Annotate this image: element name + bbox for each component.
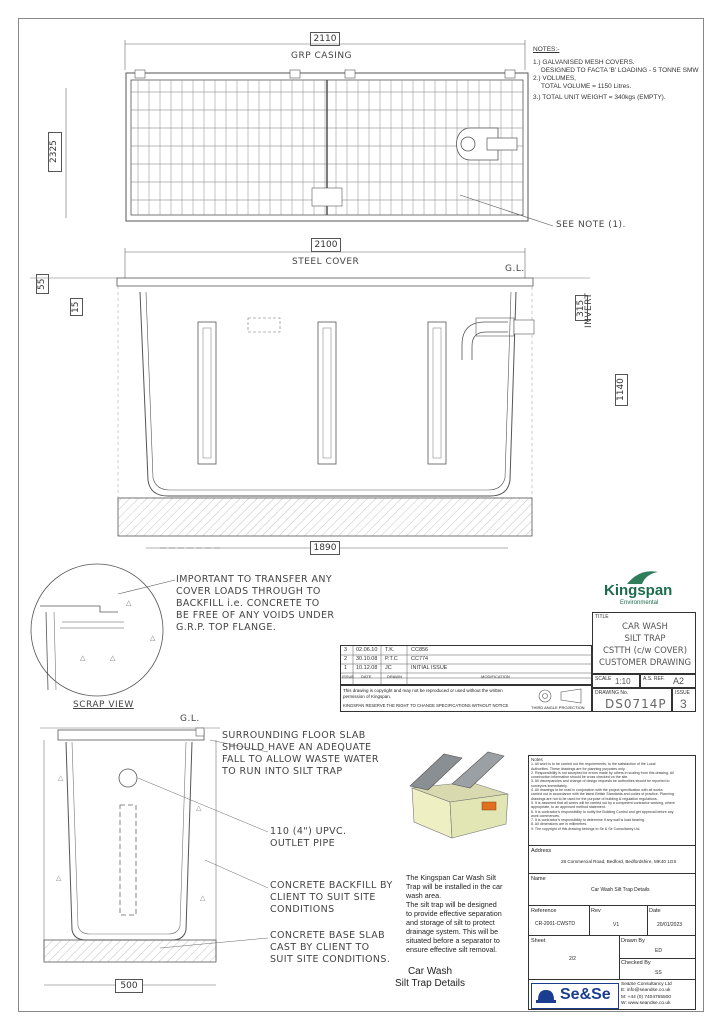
pipe-note-line-1: 110 (4") UPVC. [270,826,347,837]
rev-row-1-mod: CC856 [411,647,429,653]
reserve-text: KINGSPAN RESERVE THE RIGHT TO CHANGE SPECIFICATIONS WITHOUT NOTICE [343,703,509,708]
slab-note [222,730,379,778]
rev-row-1-drawn: T.K. [385,647,395,653]
plan-casing-label: GRP CASING [291,51,353,61]
drawn-cell [619,936,695,959]
company-email: E: info@seandse.co.uk [621,988,671,994]
svg-text:△: △ [110,655,116,662]
checked-value: SS [655,970,662,976]
drawn-label: Drawn By [621,938,645,944]
description-line-7: drainage system. This will be [406,927,499,936]
tb-note-9: drawings are not to be used for the purpose of building & regulation regulations. [531,796,658,801]
slab-note-line-3: FALL TO ALLOW WASTE WATER [222,754,379,765]
note-2: 2.) VOLUMES, [533,75,576,82]
tb-notes-label: Notes [531,757,543,762]
tb-note-8: carried out in accordance with the latest British Standards and codes of practice. Planning [531,792,674,797]
caption-line-1: Car Wash [407,966,453,977]
section-gl-label: G.L. [505,264,525,274]
consultant-title-block [528,755,696,1010]
company-web: W: www.seandse.co.uk [621,1000,671,1006]
caption-line-2: Silt Trap Details [394,978,466,989]
scrap-note-line-1: IMPORTANT TO TRANSFER ANY [176,574,333,585]
drawing-no: DS0714P [605,697,667,711]
rev-row-1-date: 02.06.10 [356,647,378,653]
rev-row-3-date: 10.12.08 [356,665,378,671]
tb-note-12: 6. It is contractor's responsibility to notify the Building Control and get approval before any [531,809,674,814]
plan-see-note: SEE NOTE (1). [556,220,626,230]
copyright-text: This drawing is copyright and may not be reproduced or used without the written permission of Kingspan. [343,688,503,699]
rev-row-2-mod: CC774 [411,656,429,662]
note-1: 1.) GALVANISED MESH COVERS. [533,59,635,66]
revision-table [340,645,592,685]
dim-55: 55 [36,274,49,294]
drawn-value: ED [655,948,662,954]
kingspan-scale-box [592,674,640,688]
pipe-note-line-2: OUTLET PIPE [270,838,336,849]
tb-note-13: work commences. [531,813,560,818]
tb-note-16: 9. The copyright of this drawing belongs to Se & Se Consultancy Ltd. [531,826,641,831]
projection-icon [531,688,591,704]
company-info [621,982,672,1007]
sheet-cell [529,936,620,980]
note-1b: DESIGNED TO FACTA 'B' LOADING - 5 TONNE SMW [541,67,699,74]
company-logo [531,983,619,1009]
description-line-4: The silt trap will be designed [406,900,497,909]
tb-address-row [529,845,695,874]
reference-label: Reference [531,908,557,914]
slab-note-line-2: SHOULD HAVE AN ADEQUATE [222,742,372,753]
issue-label: ISSUE [675,690,691,696]
tb-name-row [529,873,695,906]
date-label: Date [649,908,661,914]
rev-header-issue: ISSUE [342,674,355,679]
checked-label: Checked By [621,960,651,966]
pipe-note [270,826,346,850]
rev-row-2-issue: 2 [344,656,348,662]
description-line-5: to provide effective separation [406,909,502,918]
kingspan-issue-box [672,688,696,712]
base-note [270,930,390,966]
rev-value: V1 [613,922,620,928]
svg-text:△: △ [196,805,202,812]
name-value: Car Wash Silt Trap Details [591,887,650,893]
tb-note-1: 1. All work is to be carried out the requirements, to the satisfaction of the Local [531,762,656,767]
kingspan-title-line-1: CAR WASH [622,622,668,632]
backfill-note-line-3: CONDITIONS [270,904,335,915]
scale-label: SCALE [595,676,612,682]
tb-sheet-row [529,935,695,980]
drawing-no-label: DRAWING No. [595,690,629,696]
tb-ref-row [529,905,695,936]
sheet-label: Sheet [531,938,546,944]
plan-height-dim: 2325 [48,132,62,172]
copyright-box [340,685,592,712]
description-line-6: and storage of silt to protect [406,918,495,927]
svg-text:△: △ [200,895,206,902]
scrap-note-line-5: G.R.P. TOP FLANGE. [176,622,277,633]
kingspan-sub: Environmental [620,600,659,606]
rev-cell [589,906,648,936]
rev-row-3-issue: 1 [344,665,348,671]
notes-title: NOTES:- [533,46,560,53]
svg-text:△: △ [80,655,86,662]
kingspan-drawing-box [592,688,672,712]
elevation-gl: G.L. [180,714,200,724]
tb-company-row [529,979,695,1010]
elevation-width-dim: 500 [115,979,143,993]
slab-note-line-4: TO RUN INTO SILT TRAP [222,766,343,777]
base-note-line-3: SUIT SITE CONDITIONS. [270,954,391,965]
date-value: 20/01/2023 [657,922,683,928]
kingspan-title-line-3: CSTTH (c/w COVER) [602,646,688,656]
sheet-value: 2/2 [569,956,576,962]
tb-note-10: 5. It is assumed that all works will be carried out by a competent contractor working, where [531,800,675,805]
issue-value: 3 [680,697,687,711]
tb-note-2: Authorities. These drawings are for planning purposes only. [531,766,626,771]
rev-row-1-issue: 3 [344,647,348,653]
description [406,873,502,954]
tb-note-3: 2. Responsibility is not accepted for errors made by others in scaling from this drawing. All [531,770,674,775]
elevation-drawing [0,0,280,1000]
revision-grid [341,646,593,686]
checked-cell [619,958,695,980]
rev-row-3-mod: INITIAL ISSUE [411,665,448,671]
rev-row-2-drawn: P.T.C [385,656,398,662]
projection-text: THIRD ANGLE PROJECTION [531,705,585,710]
section-base-dim: 1890 [310,541,340,555]
company-phone: M: +44 (0) 7404765500 [621,994,672,1000]
rev-header-mod: MODIFICATION [481,674,510,679]
section-width-dim: 2100 [311,238,341,252]
kingspan-title-label: TITLE [595,614,609,620]
tb-note-6: surveyors immediately. [531,783,568,788]
dim-315: 315 [575,295,588,321]
kingspan-title-box [592,612,696,674]
dim-1140: 1140 [615,374,628,406]
size-value: A2 [673,676,685,686]
company-name: Se&Se Consultancy Ltd [621,982,672,987]
kingspan-brand: Kingspan [604,582,673,599]
scale-value: 1:10 [615,677,631,686]
rev-row-3-drawn: JC [385,665,392,671]
rev-header-date: DATE [361,674,372,679]
kingspan-title-line-2: SILT TRAP [624,634,666,644]
scrap-note-line-2: COVER LOADS THROUGH TO [176,586,321,597]
tb-note-4: construction information should be cross checked on the site. [531,775,629,780]
backfill-note [270,880,393,916]
reference-cell [529,906,590,936]
plan-width-dim: 2110 [310,32,340,46]
dim-15: 15 [70,298,83,316]
rev-row-2-date: 30.10.08 [356,656,378,662]
kingspan-title-text [593,621,697,669]
tb-note-14: 7. It is contractor's responsibility to determine if any wall is load bearing. [531,818,645,823]
description-line-1: The Kingspan Car Wash Silt [406,873,497,882]
address-value: 28 Commercial Road, Bedford, Bedfordshire, MK40 1GS [561,859,677,864]
slab-note-line-1: SURROUNDING FLOOR SLAB [222,730,366,741]
reference-value: CR-2001-CWSTD [535,921,576,927]
rev-header-drawn: DRAWN [387,674,402,679]
svg-text:△: △ [126,600,132,607]
kingspan-logo [600,568,690,608]
tb-note-5: 3. All discrepancies and change of design requests be authorities should be reported to [531,779,670,784]
description-line-2: Trap will be installed in the car [406,882,503,891]
name-label: Name [531,876,546,882]
tb-note-7: 4. All drawings to be read in conjunction with the project specification with all works [531,788,663,793]
note-3: 3.) TOTAL UNIT WEIGHT = 340kgs (EMPTY). [533,94,666,101]
svg-text:△: △ [150,635,156,642]
kingspan-title-line-4: CUSTOMER DRAWING [598,658,692,668]
svg-text:△: △ [56,875,62,882]
tb-note-15: 8. All dimensions are in millimetres. [531,822,588,827]
backfill-note-line-1: CONCRETE BACKFILL BY [270,880,393,891]
scrap-note-line-4: BE FREE OF ANY VOIDS UNDER [176,610,335,621]
invert-label: INVERT [584,292,594,328]
kingspan-size-box [640,674,696,688]
note-2b: TOTAL VOLUME = 1150 Litres. [541,83,632,90]
drawing-caption [385,966,475,990]
rev-label: Rev [591,908,601,914]
scrap-view-title: SCRAP VIEW [73,700,134,710]
address-label: Address [531,848,552,854]
size-label: A.S. REF. [643,676,665,682]
svg-text:△: △ [58,775,64,782]
company-logo-text: Se&Se [560,986,611,1003]
description-line-3: wash area. [406,891,442,900]
scrap-note-line-3: BACKFILL i.e. CONCRETE TO [176,598,320,609]
description-line-9: ensure effective silt removal. [406,945,497,954]
date-cell [647,906,695,936]
backfill-note-line-2: CLIENT TO SUIT SITE [270,892,376,903]
hardhat-icon [536,986,556,1006]
silt-trap-illustration [400,748,520,844]
tb-note-11: appropriate, to an approved method statement. [531,805,606,810]
section-cover-label: STEEL COVER [292,257,360,267]
description-line-8: situated before a separator to [406,936,500,945]
tb-notes [531,758,693,831]
base-note-line-2: CAST BY CLIENT TO [270,942,370,953]
base-note-line-1: CONCRETE BASE SLAB [270,930,386,941]
